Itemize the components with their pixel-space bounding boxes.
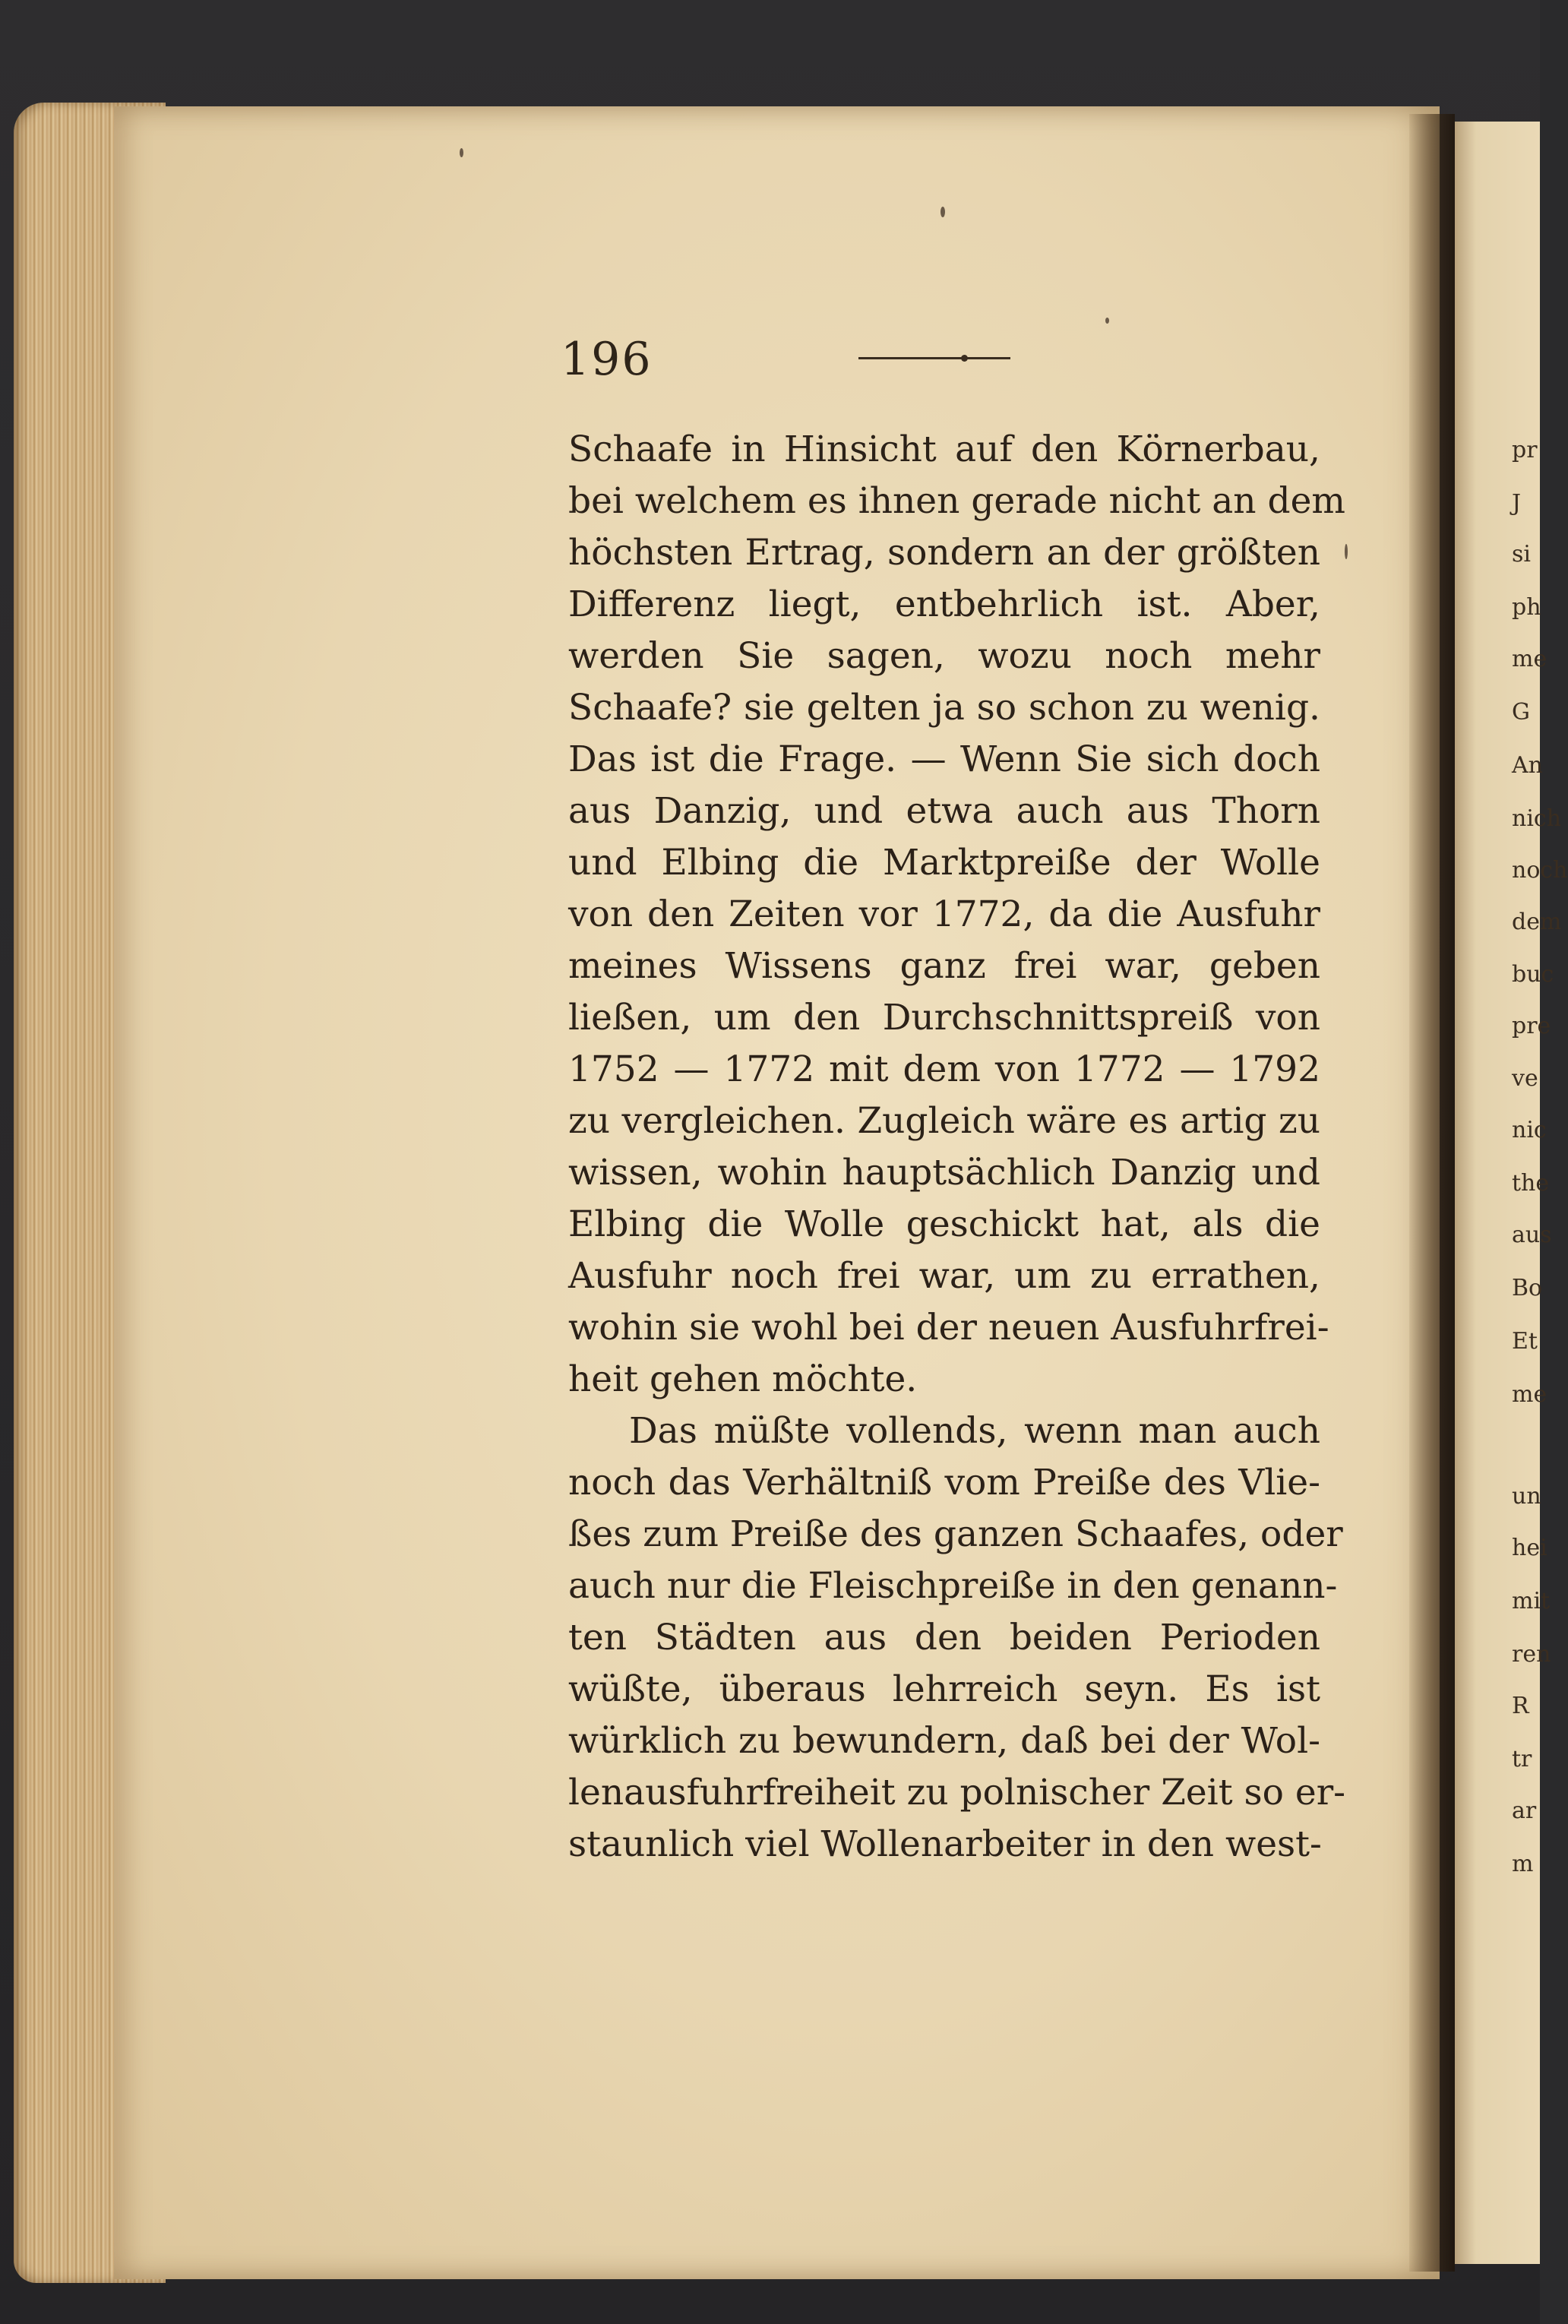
header-rule [858,357,1010,359]
text-line: auch nur die Fleischpreiße in den genann- [568,1565,1338,1607]
text-line: bei welchem es ihnen gerade nicht an dem [568,480,1345,522]
body-text [568,424,1346,1870]
facing-page-fragment: R [1512,1693,1529,1719]
text-line: Schaafe in Hinsicht auf den Körnerbau, [568,428,1320,470]
facing-page-fragment: Bo [1512,1275,1543,1301]
facing-page-fragment: mit [1512,1588,1551,1614]
text-line: staunlich viel Wollenarbeiter in den west- [568,1823,1322,1865]
text-line: Das müßte vollends, wenn man auch [629,1410,1320,1452]
facing-page-fragment: hei [1512,1535,1547,1561]
text-line: und Elbing die Marktpreiße der Wolle [568,842,1320,884]
facing-page-fragment: un [1512,1483,1541,1510]
facing-page-fragment: nic [1512,1117,1547,1143]
text-line: lenausfuhrfreiheit zu polnischer Zeit so er- [568,1772,1346,1813]
facing-page-fragment: tr [1512,1746,1532,1772]
text-line: Differenz liegt, entbehrlich ist. Aber, [568,583,1320,625]
facing-page-fragment: the [1512,1170,1550,1197]
facing-page-fragment: m [1512,1851,1534,1877]
facing-page-fragment: pre [1512,1013,1551,1039]
text-line: noch das Verhältniß vom Preiße des Vlie- [568,1462,1320,1503]
facing-page-fragment: ren [1512,1641,1551,1668]
facing-page-fragment: dem [1512,909,1562,935]
paper-speck [1105,318,1109,324]
paper-speck [1345,544,1348,559]
text-line: würklich zu bewundern, daß bei der Wol- [568,1720,1320,1762]
text-line: heit gehen möchte. [568,1358,918,1400]
facing-page-fragment: An [1512,752,1543,779]
facing-page-fragment: noch [1512,857,1568,884]
text-line: von den Zeiten vor 1772, da die Ausfuhr [568,893,1320,935]
facing-page-fragment: G [1512,699,1530,726]
facing-page-fragment: Et [1512,1328,1538,1355]
facing-page-fragment: buc [1512,961,1554,988]
facing-page-fragment: aus [1512,1222,1552,1248]
facing-page-fragment: ph [1512,594,1541,621]
facing-page-fragment: nich [1512,805,1562,832]
paragraph [568,424,1345,1405]
text-line: ließen, um den Durchschnittspreiß von [568,997,1320,1039]
text-line: meines Wissens ganz frei war, geben [568,945,1320,987]
paragraph [568,1405,1346,1870]
facing-page-fragment: ar [1512,1798,1537,1824]
text-line: Das ist die Frage. — Wenn Sie sich doch [568,738,1320,780]
text-line: wissen, wohin hauptsächlich Danzig und [568,1152,1320,1194]
text-line: werden Sie sagen, wozu noch mehr [568,635,1320,677]
text-line: wohin sie wohl bei der neuen Ausfuhrfrei- [568,1307,1329,1349]
text-line: Ausfuhr noch frei war, um zu errathen, [568,1255,1320,1297]
page-number: 196 [561,333,653,386]
text-line: Schaafe? sie gelten ja so schon zu wenig. [568,687,1320,729]
book-gutter [1409,114,1455,2272]
text-line: 1752 — 1772 mit dem von 1772 — 1792 [568,1048,1320,1090]
text-line: Elbing die Wolle geschickt hat, als die [568,1203,1320,1245]
text-line: höchsten Ertrag, sondern an der größten [568,532,1320,574]
text-line: aus Danzig, und etwa auch aus Thorn [568,790,1320,832]
facing-page-fragment: ve [1512,1065,1538,1092]
facing-page-fragment: J [1512,490,1522,517]
paper-speck [460,148,463,157]
facing-page-fragment: me [1512,646,1547,672]
text-line: wüßte, überaus lehrreich seyn. Es ist [568,1668,1320,1710]
facing-page-fragment: pr [1512,437,1538,463]
text-line: ten Städten aus den beiden Perioden [568,1617,1320,1658]
facing-page-fragment: me [1512,1381,1547,1408]
facing-page-fragment: si [1512,541,1531,568]
text-line: zu vergleichen. Zugleich wäre es artig zu [568,1100,1320,1142]
text-line: ßes zum Preiße des ganzen Schaafes, oder [568,1513,1343,1555]
paper-speck [940,207,945,217]
